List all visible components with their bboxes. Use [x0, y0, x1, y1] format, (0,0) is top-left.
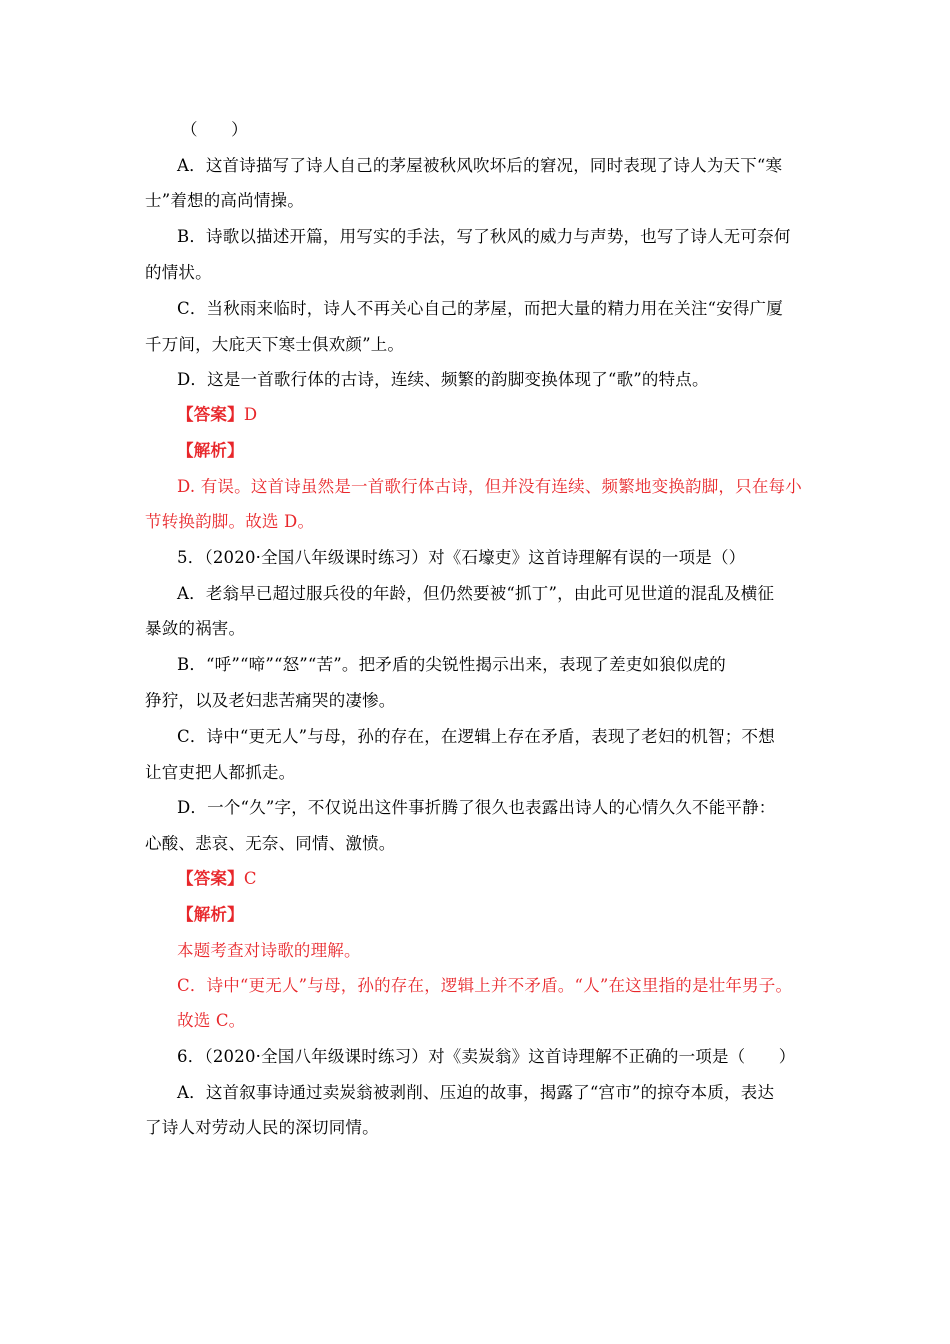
blank-bracket: （ ）: [181, 120, 248, 139]
q5-option-c-line-1: C．诗中“更无人”与母，孙的存在，在逻辑上存在矛盾，表现了老妇的机智；不想: [177, 727, 775, 746]
analysis-label: 【解析】: [177, 441, 244, 460]
analysis-text-line-2: 节转换韵脚。故选 D。: [145, 512, 315, 531]
question-5-title: 5．（2020·全国八年级课时练习）对《石壕吏》这首诗理解有误的一项是（）: [177, 548, 746, 567]
answer-line: [177, 404, 257, 426]
answer-value: D: [243, 405, 258, 424]
analysis-text-line-1: D. 有误。这首诗虽然是一首歌行体古诗，但并没有连续、频繁地变换韵脚，只在每小: [177, 477, 802, 496]
option-b-line-1: B．诗歌以描述开篇，用写实的手法，写了秋风的威力与声势，也写了诗人无可奈何: [177, 227, 791, 246]
q5-option-b-line-2: 狰狞，以及老妇悲苦痛哭的凄惨。: [145, 691, 396, 710]
q5-option-d-line-2: 心酸、悲哀、无奈、同情、激愤。: [145, 834, 396, 853]
option-c-line-1: C．当秋雨来临时，诗人不再关心自己的茅屋，而把大量的精力用在关注“安得广厦: [177, 299, 783, 318]
q5-option-c-line-2: 让官吏把人都抓走。: [145, 763, 296, 782]
option-c-line-2: 千万间，大庇天下寒士俱欢颜”上。: [145, 335, 405, 354]
q5-option-a-line-1: A．老翁早已超过服兵役的年龄，但仍然要被“抓丁”，由此可见世道的混乱及横征: [177, 584, 775, 603]
q5-answer-value: C: [243, 869, 257, 888]
option-d-line-1: D．这是一首歌行体的古诗，连续、频繁的韵脚变换体现了“歌”的特点。: [177, 370, 709, 389]
q5-option-b-line-1: B．“呼”“啼”“怒”“苦”。把矛盾的尖锐性揭示出来，表现了差吏如狼似虎的: [177, 655, 727, 674]
option-a-line-1: A．这首诗描写了诗人自己的茅屋被秋风吹坏后的窘况，同时表现了诗人为天下“寒: [177, 156, 783, 175]
option-a-line-2: 士”着想的高尚情操。: [145, 191, 304, 210]
q6-option-a-line-1: A．这首叙事诗通过卖炭翁被剥削、压迫的故事，揭露了“宫市”的掠夺本质，表达: [177, 1083, 775, 1102]
q5-analysis-text-3: 故选 C。: [177, 1011, 246, 1030]
q6-option-a-line-2: 了诗人对劳动人民的深切同情。: [145, 1118, 379, 1137]
q5-analysis-text-1: 本题考查对诗歌的理解。: [177, 941, 361, 960]
option-b-line-2: 的情状。: [145, 263, 212, 282]
q5-option-d-line-1: D．一个“久”字，不仅说出这件事折腾了很久也表露出诗人的心情久久不能平静：: [177, 798, 776, 817]
q5-analysis-label: 【解析】: [177, 905, 244, 924]
answer-label: 【答案】: [177, 405, 244, 424]
q5-analysis-text-2: C．诗中“更无人”与母，孙的存在，逻辑上并不矛盾。“人”在这里指的是壮年男子。: [177, 976, 793, 995]
question-6-title: 6．（2020·全国八年级课时练习）对《卖炭翁》这首诗理解不正确的一项是（ ）: [177, 1047, 796, 1066]
q5-option-a-line-2: 暴敛的祸害。: [145, 619, 246, 638]
q5-answer-label: 【答案】: [177, 869, 244, 888]
q5-answer-line: [177, 868, 257, 890]
